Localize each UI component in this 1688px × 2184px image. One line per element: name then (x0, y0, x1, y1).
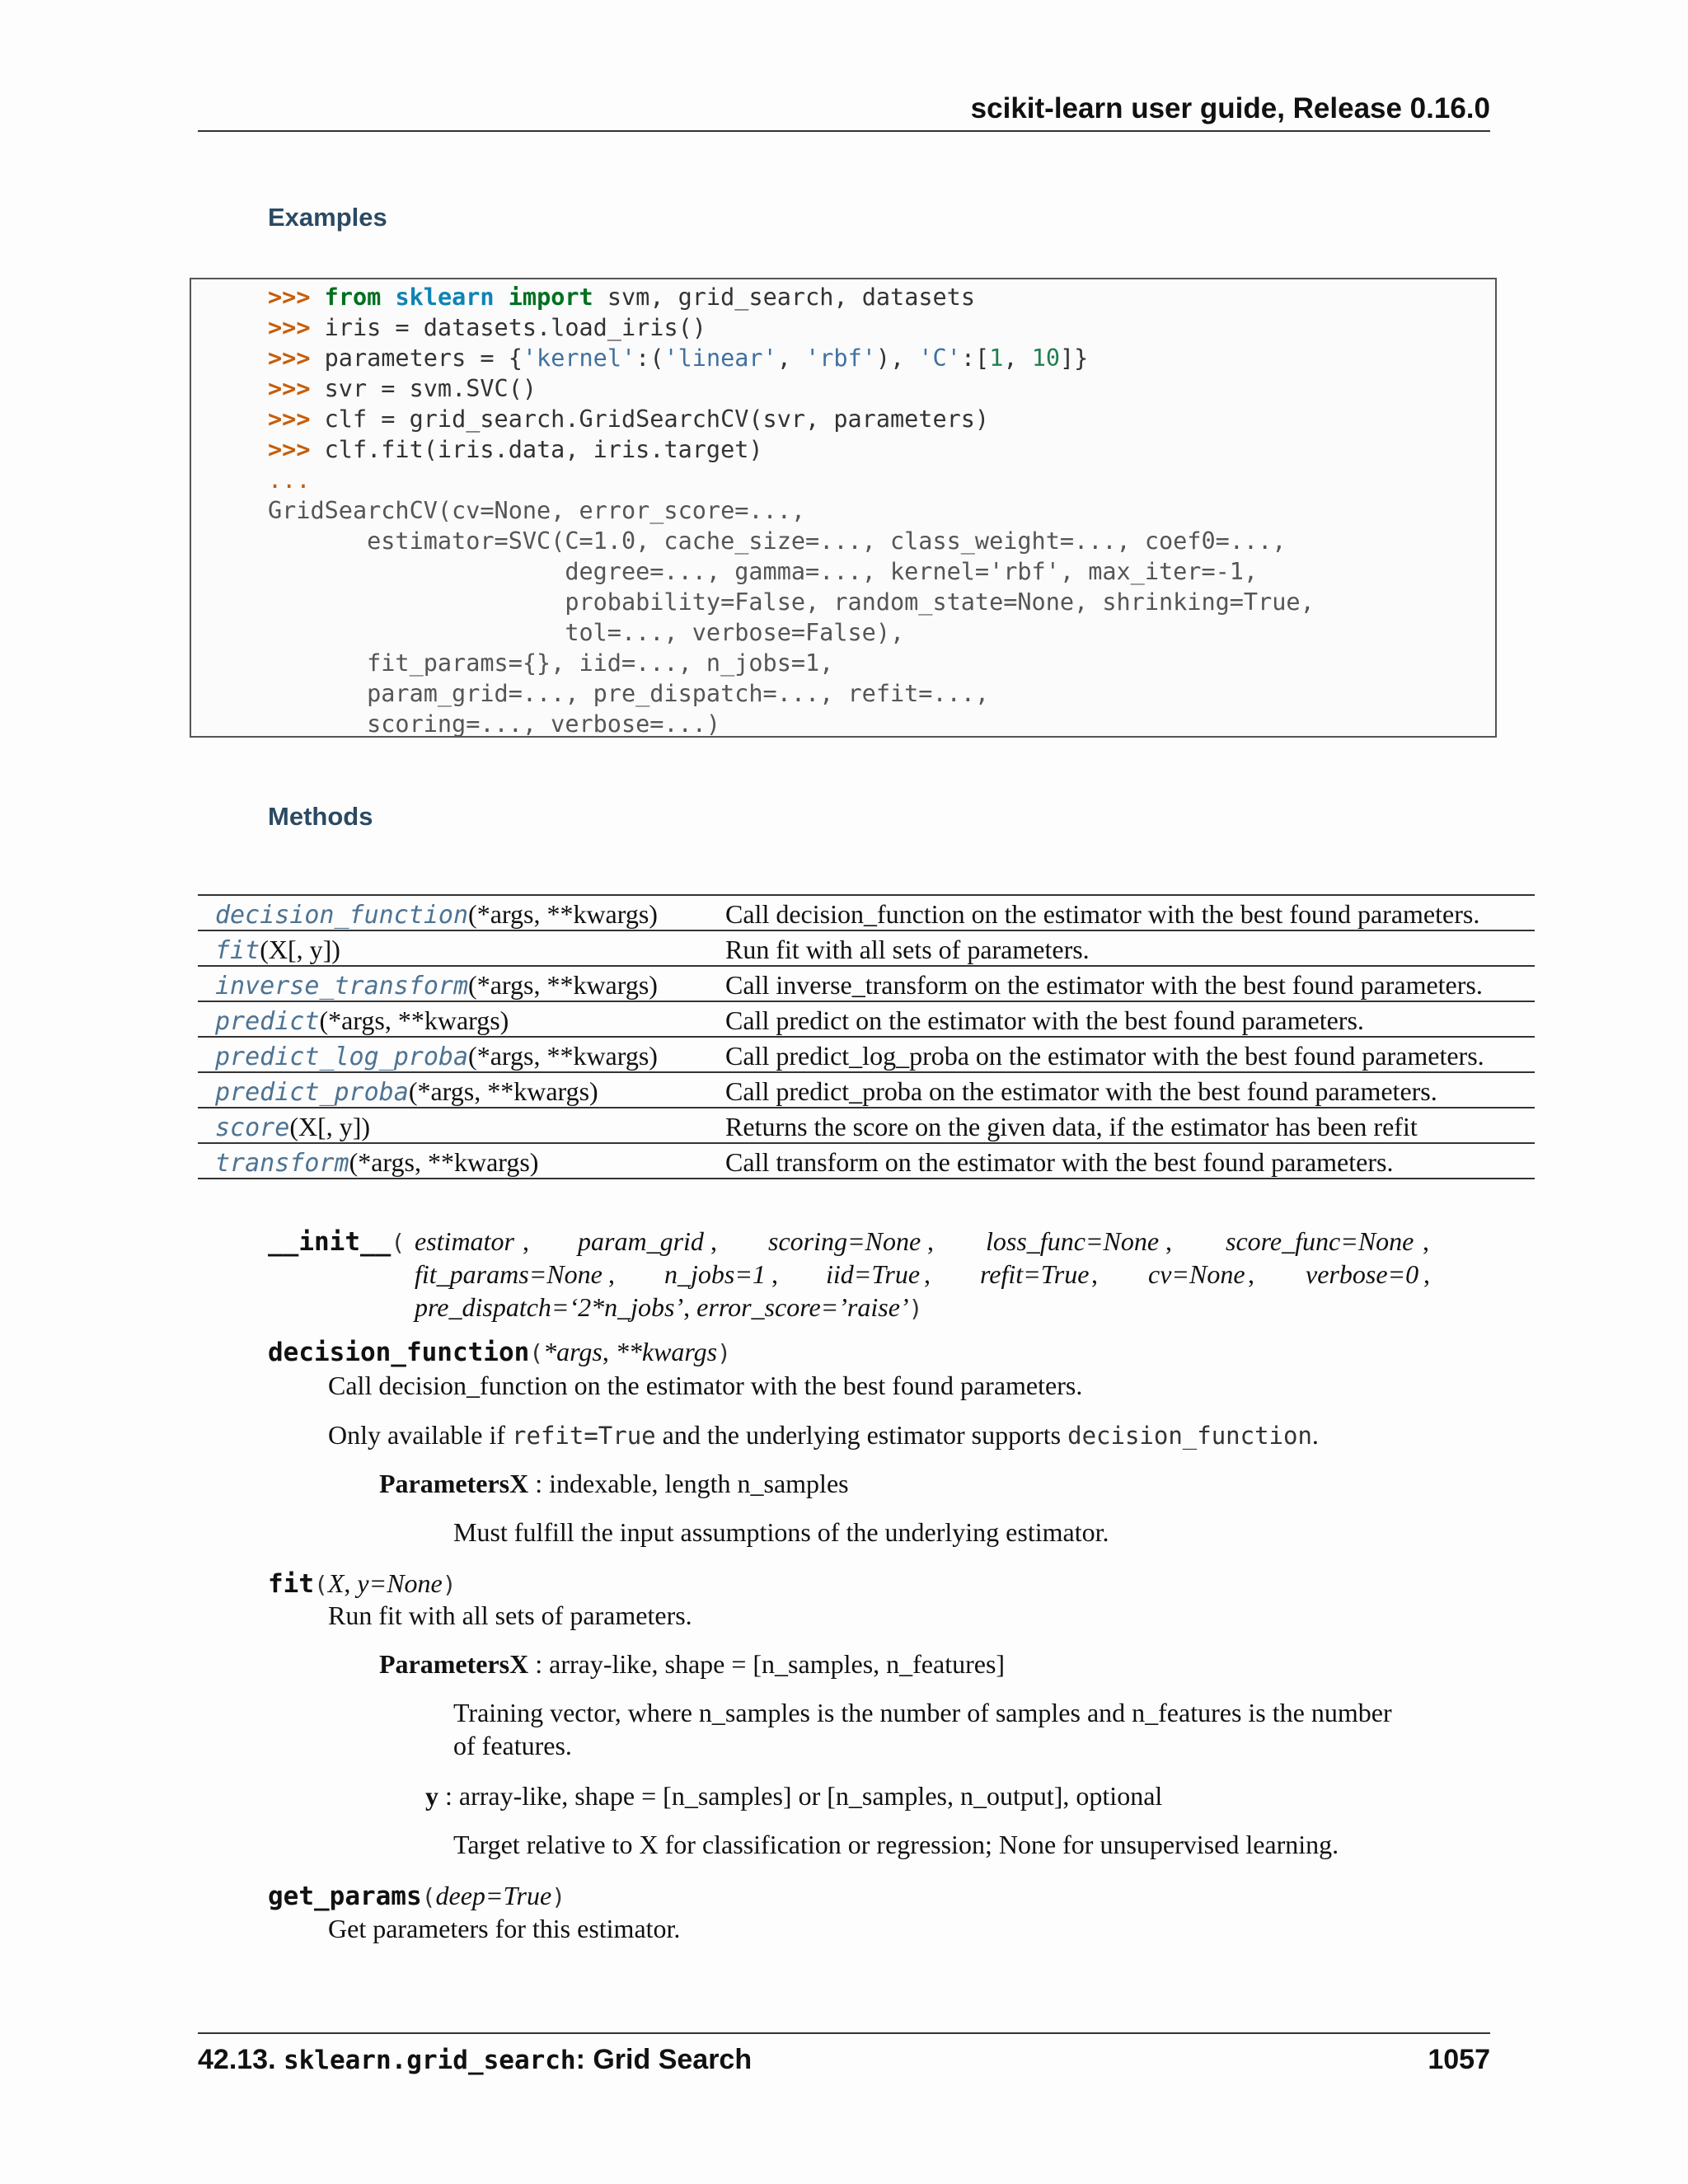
comma: , (771, 1259, 778, 1289)
footer-rule (198, 2032, 1490, 2034)
init-param: score_func=None (1226, 1226, 1414, 1256)
method-link-predict-log-proba[interactable]: predict_log_proba (215, 1043, 469, 1071)
code-text: :( (635, 344, 664, 372)
text: . (1311, 1420, 1319, 1450)
method-description: Call decision_function on the estimator with the best found parameters. (725, 899, 1480, 929)
comma: , (1091, 1259, 1098, 1289)
code-output-line: estimator=SVC(C=1.0, cache_size=..., class_weight=..., coef0=..., (268, 527, 1287, 555)
method-name-cell (215, 1005, 509, 1036)
text: and the underlying estimator supports (655, 1420, 1068, 1450)
method-link-fit[interactable]: fit (215, 936, 260, 965)
examples-heading: Examples (268, 203, 387, 232)
code-line-7 (268, 465, 310, 495)
section-title: : Grid Search (575, 2044, 753, 2075)
fit-summary: Run fit with all sets of parameters. (328, 1601, 692, 1630)
param-label: ParametersX (379, 1469, 529, 1498)
inline-code: decision_function (1067, 1422, 1312, 1450)
open-paren: ( (314, 1571, 328, 1598)
method-args: (X[, y]) (260, 935, 340, 964)
method-args: (*args, **kwargs) (468, 899, 658, 929)
table-row (198, 967, 1535, 1002)
init-param: iid=True (826, 1259, 921, 1289)
code-text: clf = grid_search.GridSearchCV(svr, parameters) (310, 405, 990, 433)
fit-param-y (425, 1781, 1162, 1811)
init-param: param_grid (578, 1226, 704, 1256)
code-prompt: >>> (268, 405, 311, 433)
code-text: :[ (960, 344, 990, 372)
init-param: scoring=None (768, 1226, 921, 1256)
section-number: 42.13. (198, 2044, 276, 2075)
text: Only available if (328, 1420, 513, 1450)
code-text: parameters = { (310, 344, 523, 372)
method-name-cell (215, 935, 340, 965)
method-link-inverse-transform[interactable]: inverse_transform (215, 972, 469, 1001)
init-param: error_score=’raise’ (696, 1292, 909, 1322)
method-description: Call predict_log_proba on the estimator with the best found parameters. (725, 1041, 1484, 1071)
comma: , (1423, 1226, 1429, 1256)
code-output-line: param_grid=..., pre_dispatch=..., refit=..., (268, 680, 990, 707)
method-link-score[interactable]: score (215, 1113, 290, 1142)
comma: , (523, 1226, 529, 1256)
decision-function-availability (328, 1420, 1319, 1451)
method-args: (*args, **kwargs) (408, 1076, 598, 1106)
init-param: cv=None (1148, 1259, 1245, 1289)
code-line-2 (268, 312, 706, 343)
method-link-decision-function[interactable]: decision_function (215, 901, 469, 930)
method-args: (*args, **kwargs) (319, 1005, 509, 1035)
code-output-line: fit_params={}, iid=..., n_jobs=1, (268, 649, 834, 677)
code-number: 10 (1031, 344, 1061, 372)
comma: , (710, 1226, 717, 1256)
method-name-cell (215, 970, 658, 1001)
param: y=None (357, 1568, 443, 1598)
method-args: (*args, **kwargs) (468, 970, 658, 1000)
open-paren: ( (391, 1229, 406, 1256)
param: **kwargs (615, 1337, 718, 1366)
init-signature-line-1 (268, 1226, 405, 1257)
code-keyword: from (324, 284, 382, 311)
get-params-summary: Get parameters for this estimator. (328, 1914, 681, 1943)
init-param: fit_params=None (415, 1259, 603, 1289)
method-args: (*args, **kwargs) (468, 1041, 658, 1071)
close-paren: ) (717, 1339, 731, 1366)
method-name-cell (215, 1147, 538, 1178)
get-params-name: get_params (268, 1882, 422, 1911)
code-module: sklearn (395, 284, 495, 311)
get-params-signature (268, 1881, 565, 1911)
fit-param-x-desc: of features. (453, 1731, 572, 1760)
table-row (198, 1038, 1535, 1073)
code-prompt: >>> (268, 284, 311, 311)
code-text: svm, grid_search, datasets (593, 284, 975, 311)
method-name-cell (215, 1076, 598, 1107)
param-type: : indexable, length n_samples (528, 1469, 849, 1498)
comma: , (1165, 1226, 1172, 1256)
method-link-predict-proba[interactable]: predict_proba (215, 1078, 409, 1107)
code-prompt: >>> (268, 314, 311, 341)
code-output-line: tol=..., verbose=False), (268, 619, 905, 646)
init-param: verbose=0 (1306, 1259, 1419, 1289)
fit-param-y-desc: Target relative to X for classification or regression; None for unsupervised learning. (453, 1830, 1339, 1859)
method-args: (X[, y]) (289, 1112, 371, 1141)
code-number: 1 (989, 344, 1004, 372)
param-label: ParametersX (379, 1649, 529, 1679)
method-link-predict[interactable]: predict (215, 1007, 320, 1036)
code-string: 'linear' (663, 344, 777, 372)
decision-function-signature: decision_function(*args, **kwargs) (268, 1337, 731, 1367)
code-string: 'rbf' (805, 344, 876, 372)
close-paren: ) (908, 1295, 923, 1322)
comma: , (924, 1259, 931, 1289)
comma: , (608, 1259, 615, 1289)
open-paren: ( (421, 1883, 436, 1910)
code-line-5 (268, 404, 989, 434)
fit-param-x-desc: Training vector, where n_samples is the number of samples and n_features is the number (453, 1698, 1392, 1727)
code-output-line: scoring=..., verbose=...) (268, 710, 721, 738)
code-text: , (776, 344, 806, 372)
init-param: loss_func=None (986, 1226, 1160, 1256)
header-rule (198, 130, 1490, 132)
method-description: Call predict on the estimator with the best found parameters. (725, 1005, 1364, 1035)
table-row (198, 896, 1535, 931)
method-description: Call transform on the estimator with the best found parameters. (725, 1147, 1394, 1177)
param-type: : array-like, shape = [n_samples, n_features] (528, 1649, 1006, 1679)
method-name-cell (215, 1041, 658, 1071)
inline-code: refit=True (512, 1422, 656, 1450)
fit-name: fit (268, 1569, 314, 1599)
methods-heading: Methods (268, 802, 373, 831)
code-text: clf.fit(iris.data, iris.target) (310, 436, 763, 463)
code-prompt: >>> (268, 375, 311, 402)
method-description: Call predict_proba on the estimator with the best found parameters. (725, 1076, 1437, 1106)
param-type: : array-like, shape = [n_samples] or [n_samples, n_output], optional (438, 1781, 1163, 1811)
code-line-1 (268, 282, 975, 312)
init-param: pre_dispatch=‘2*n_jobs’ (415, 1292, 684, 1322)
methods-table (198, 894, 1535, 1179)
page-number: 1057 (1428, 2044, 1490, 2075)
method-description: Call inverse_transform on the estimator with the best found parameters. (725, 970, 1483, 1000)
param: deep=True (435, 1881, 552, 1910)
table-row (198, 1073, 1535, 1108)
decision-function-param-desc: Must fulfill the input assumptions of the underlying estimator. (453, 1517, 1109, 1547)
code-output-line: GridSearchCV(cv=None, error_score=..., (268, 497, 806, 524)
code-line-6 (268, 434, 763, 465)
code-prompt: >>> (268, 344, 311, 372)
comma: , (927, 1226, 934, 1256)
init-signature-line-3: pre_dispatch=‘2*n_jobs’, error_score=’raise’) (415, 1292, 923, 1322)
decision-function-name: decision_function (268, 1338, 530, 1367)
init-param: refit=True (980, 1259, 1090, 1289)
code-text: ), (875, 344, 919, 372)
method-args: (*args, **kwargs) (349, 1147, 539, 1177)
code-line-4 (268, 373, 537, 404)
code-text: , (1003, 344, 1032, 372)
footer-section-title (198, 2044, 752, 2076)
close-paren: ) (551, 1883, 566, 1910)
init-param: estimator (415, 1226, 514, 1256)
method-description: Run fit with all sets of parameters. (725, 935, 1090, 964)
comma: , (1423, 1259, 1430, 1289)
init-name: __init__ (268, 1227, 392, 1257)
code-line-3 (268, 343, 1088, 373)
comma: , (1248, 1259, 1254, 1289)
param: *args (543, 1337, 603, 1366)
param-label: y (425, 1781, 438, 1811)
table-row (198, 931, 1535, 967)
method-name-cell (215, 1112, 370, 1142)
code-prompt: >>> (268, 436, 311, 463)
code-output-line: probability=False, random_state=None, shrinking=True, (268, 588, 1315, 616)
code-string: 'kernel' (522, 344, 636, 372)
section-module: sklearn.grid_search (283, 2046, 576, 2075)
code-string: 'C' (918, 344, 961, 372)
table-row (198, 1144, 1535, 1179)
code-continuation: ... (268, 466, 311, 494)
code-output-line: degree=..., gamma=..., kernel='rbf', max_iter=-1, (268, 558, 1259, 585)
table-row (198, 1108, 1535, 1144)
fit-signature: fit(X, y=None) (268, 1568, 457, 1599)
open-paren: ( (529, 1339, 544, 1366)
method-link-transform[interactable]: transform (215, 1149, 349, 1178)
method-name-cell (215, 899, 658, 930)
init-param: n_jobs=1 (664, 1259, 766, 1289)
running-header-title: scikit-learn user guide, Release 0.16.0 (970, 92, 1490, 124)
code-text: ]} (1060, 344, 1089, 372)
close-paren: ) (442, 1571, 457, 1598)
code-text: iris = datasets.load_iris() (310, 314, 706, 341)
code-text: svr = svm.SVC() (310, 375, 537, 402)
fit-param-x (379, 1649, 1005, 1680)
param: X (327, 1568, 345, 1598)
decision-function-param (379, 1469, 849, 1499)
table-row (198, 1002, 1535, 1038)
code-keyword: import (508, 284, 593, 311)
method-description: Returns the score on the given data, if the estimator has been refit (725, 1112, 1418, 1141)
decision-function-summary: Call decision_function on the estimator with the best found parameters. (328, 1371, 1083, 1400)
